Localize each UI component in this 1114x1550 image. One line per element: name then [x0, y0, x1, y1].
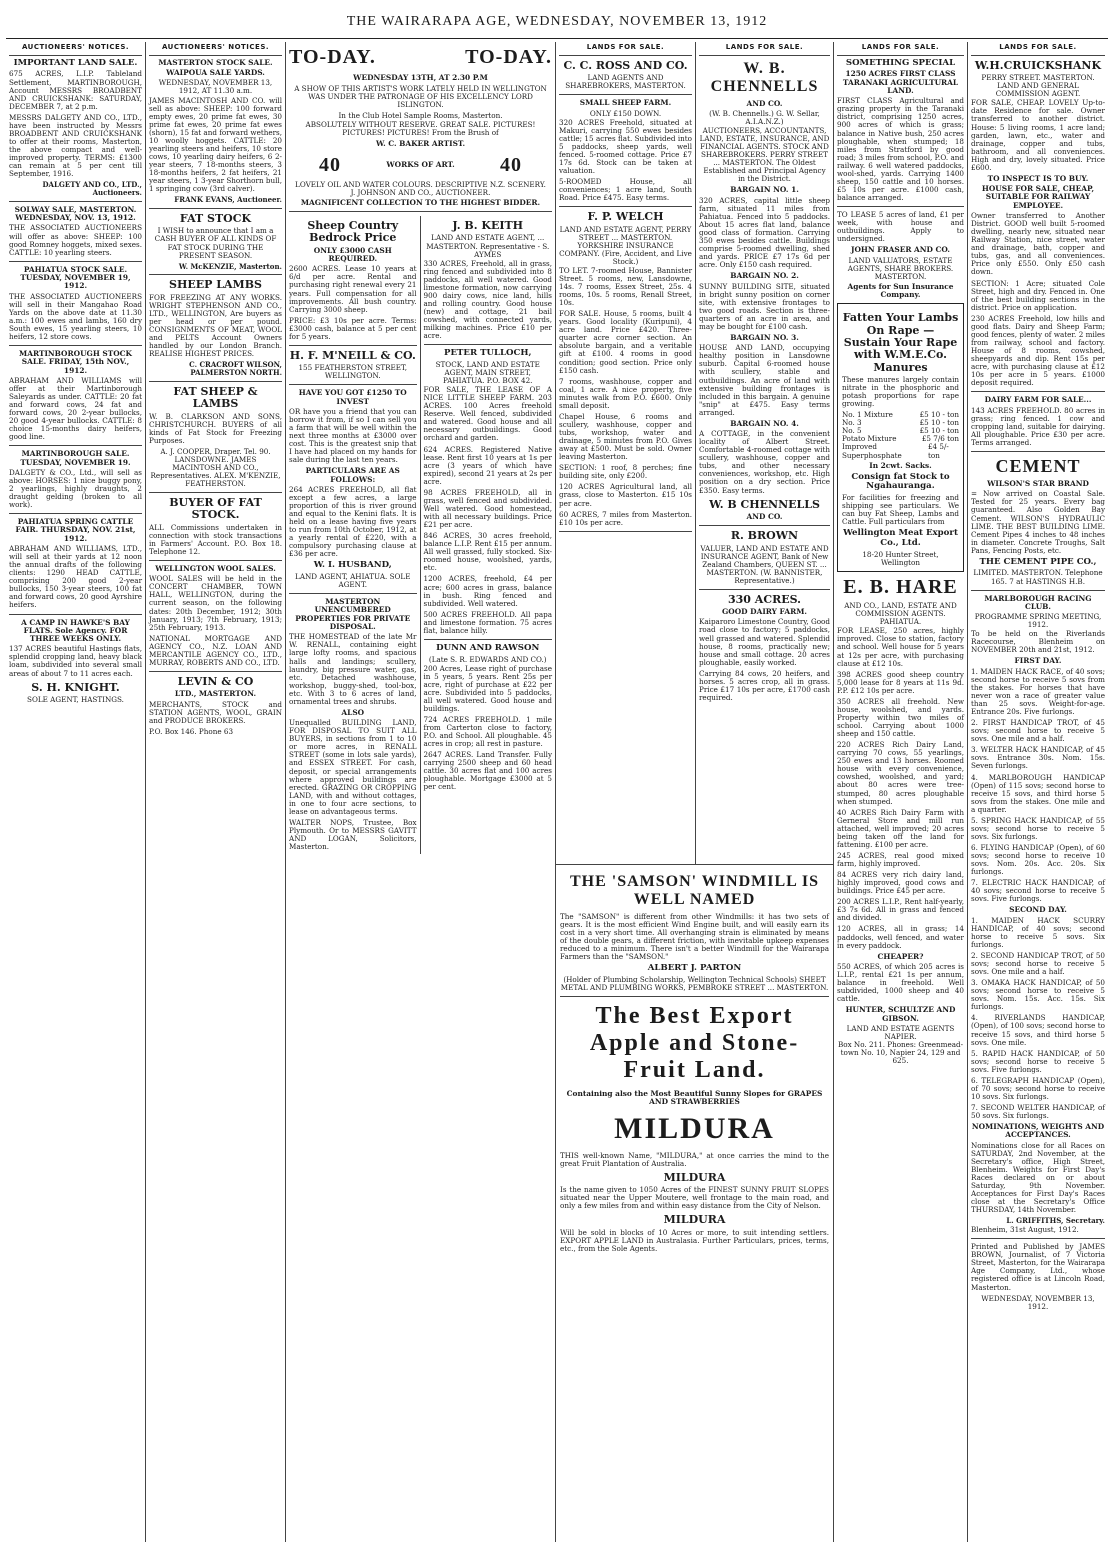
race-item: 7. SECOND WELTER HANDICAP, of 50 sovs. Six furlongs. — [971, 1103, 1105, 1121]
ad-title: R. BROWN — [730, 529, 799, 543]
divider — [149, 671, 282, 672]
price-value: £5 7/6 ton — [921, 434, 959, 444]
ad-title: F. P. WELCH — [587, 210, 664, 224]
ad-text: 120 ACRES, all in grass; 14 paddocks, well fenced, and water in every paddock. — [837, 924, 964, 950]
windmill-mildura-block — [556, 864, 834, 1542]
divider — [971, 1238, 1105, 1239]
race-item: 5. SPRING HACK HANDICAP, of 55 sovs; second horse to receive 5 sovs. Six furlongs. — [971, 815, 1105, 841]
divider — [837, 206, 964, 207]
ad-title: MASTERTON UNENCUMBERED PROPERTIES FOR PRIVATE DISPOSAL. — [295, 597, 411, 632]
ad-text: THE HOMESTEAD of the late Mr W. RENALL, containing eight large lofty rooms, and spacious halls and landings; scullery, laundry, big pressure water, gas, etc. Detached washhouse, workshop, buggy-shed, tool-box, etc. With 3 to 6 acres of land, ornamental trees and shrubs. — [289, 632, 417, 706]
column-header: LANDS FOR SALE. — [699, 42, 830, 56]
ad-title: DAIRY FARM FOR SALE... — [984, 395, 1092, 405]
ad-text: Kaiparoro Limestone Country, Good road close to factory; 5 paddocks, well grassed and watered. Splendid house, 8 rooms, practically new; house and small cottage. 20 acres ploughable, easily worked. — [699, 617, 830, 667]
ad-text: FOR SALE, CHEAP. LOVELY Up-to-date Residence for sale. Owner transferred to another district. House: 5 living rooms, 1 acre land; garden, lawn, etc., water and drainage, copper and tubs, bathroom, and all conveniences. High and dry, lovely situated. Price £600. — [971, 98, 1105, 172]
ad-text: Is the name given to 1050 Acres of the FINEST SUNNY FRUIT SLOPES situated near the Upper Moutere, well frontage to the main road, and only a few miles from and within easy distance from the City of Nelson. — [560, 1185, 829, 1211]
divider — [424, 344, 553, 345]
ad-text: 2600 ACRES. Lease 10 years at 6/d per acre. Rental and purchasing right renewal every 21 years. Full compensation for all improvements. All bush country. Carrying 3000 sheep. — [289, 264, 417, 314]
ad-title: BARGAIN NO. 4. — [730, 418, 799, 428]
ad-text: 264 ACRES FREEHOLD, all flat except a few acres, a large proportion of this is river ground and equal to the Kenini flats. It is held on a lease having five years to run from 10th October, 1912, at a yearly rental of £220, with a compulsory purchasing clause at £36 per acre. — [289, 484, 417, 559]
ad-title: H. F. M'NEILL & CO. — [289, 348, 416, 362]
column-7 — [968, 42, 1108, 1542]
ad-subtitle: NOMINATIONS, WEIGHTS AND ACCEPTANCES. — [971, 1122, 1105, 1140]
divider — [559, 206, 692, 207]
ad-text: These manures largely contain nitrate in the phosphoric and potash proportions for rape growing. — [842, 374, 959, 409]
ad-title: THE CEMENT PIPE CO., — [979, 556, 1097, 567]
ad-subtitle: LAND AGENTS AND SHAREBROKERS, MASTERTON. — [565, 73, 686, 91]
ad-title: MILDURA — [663, 1213, 726, 1227]
ad-text: WOOL SALES will be held in the CONCERT CHAMBER, TOWN HALL, WELLINGTON, during the current season, on the following dates: 20th December, 1912; 30th January, 1913; 7th February, 1913; 25th February, 1913. — [149, 574, 282, 632]
divider — [699, 589, 830, 590]
price-item: No. 3 — [842, 418, 862, 428]
artist-name: W. C. BAKER ARTIST. — [375, 139, 466, 149]
ad-title: The Best Export Apple and Stone-Fruit Land. — [589, 1002, 800, 1083]
ad-text: 320 ACRES, capital little sheep farm, situated 11 miles from Pahiatua. Fenced into 5 paddocks. About 15 acres flat land, balance good class of formation. Carrying 350 ewes besides cattle. Buildings comprise 5-roomed dwelling, shed and yards. PRICE £7 17s 6d per acre. Only £150 cash required. — [699, 195, 830, 270]
ad-text: In the Club Hotel Sample Rooms, Masterton. — [338, 110, 503, 120]
ad-text: 5-ROOMED House, all conveniences; 1 acre land, South Road. Price £475. Easy terms. — [559, 177, 692, 203]
column-header: AUCTIONEERS' NOTICES. — [149, 42, 282, 56]
divider — [971, 451, 1105, 452]
ad-signature: W. I. HUSBAND, — [313, 560, 392, 571]
ad-text: Chapel House, 6 rooms and scullery, washhouse, copper and tubs, workshop, water and drainage, 5 minutes from P.O. Gives away at £500. Must be sold. Owner leaving Masterton. — [559, 411, 692, 462]
price-row — [842, 443, 959, 459]
ad-text: To be held on the Riverlands Racecourse, Blenheim on NOVEMBER 20th and 21st, 1912. — [971, 629, 1105, 655]
race-item: 4. RIVERLANDS HANDICAP, (Open), of 100 sovs; second horse to receive 15 sovs, and third horse 5 sovs. One mile. — [971, 1013, 1105, 1047]
race-item: 3. OMAKA HACK HANDICAP, of 50 sovs; second horse to receive 5 sovs. Nom. 15s. Acc. 15s. Six furlongs. — [971, 978, 1105, 1012]
ad-text: 398 ACRES good sheep country 5,000 lease for 8 years at 11s 9d. P.P. £12 10s per acre. — [837, 669, 964, 695]
ad-signature: ALBERT J. PARTON — [647, 963, 742, 974]
ad-title: FAT SHEEP & LAMBS — [173, 384, 258, 411]
ad-title: SMALL SHEEP FARM. — [579, 98, 672, 108]
ad-text: SUNNY BUILDING SITE, situated in bright sunny position on corner site, with extensive frontages to two good roads. Section is three-quarters of an acre in area, and may be bought for £100 cash. — [699, 281, 830, 331]
ad-text: TO LEASE 5 acres of land, £1 per week, with house and outbuildings. Apply to undersigned. — [837, 210, 964, 244]
ad-title: Fatten Your Lambs On Rape — Sustain Your Rape with W.M.E.Co. Manures — [842, 311, 959, 374]
ad-text: A SHOW OF THIS ARTIST'S WORK LATELY HELD IN WELLINGTON WAS UNDER THE PATRONAGE OF HIS EXCELLENCY LORD ISLINGTON. — [294, 83, 547, 109]
ad-subtitle: PARTICULARS ARE AS FOLLOWS: — [305, 466, 400, 484]
ad-text: PRICE: £3 10s per acre. Terms: £3000 cash, balance at 5 per cent for 5 years. — [289, 315, 417, 341]
ad-address: 155 FEATHERSTON STREET, WELLINGTON. — [298, 363, 408, 381]
divider — [289, 384, 417, 385]
column-6 — [834, 42, 968, 1542]
ad-subtitle: ALSO — [341, 707, 365, 717]
ad-text: DALGETY & CO., Ltd., will sell as above: HORSES: 1 nice buggy pony, 2 yearlings, highly draughts, 2 draught gelding (broken to all work). — [9, 467, 142, 510]
ad-signature: FRANK EVANS, Auctioneer. — [174, 195, 282, 205]
price-value: £5 10 - ton — [919, 418, 959, 428]
divider — [971, 391, 1105, 392]
ad-title: HOUSE FOR SALE, CHEAP, SUITABLE FOR RAILWAY EMPLOYEE. — [981, 184, 1095, 210]
divider — [9, 513, 142, 514]
ad-text: 350 ACRES all freehold. New house, woolshed, and yards. Property within two miles of school. Carrying about 1000 sheep and 150 cattle. — [837, 696, 964, 739]
ad-title: MILDURA — [663, 1170, 726, 1184]
ad-subtitle: GOOD DAIRY FARM. — [722, 607, 807, 617]
ad-subtitle: LAND AND ESTATE AGENT, ... MASTERTON. Representative - S. AYMES — [426, 233, 550, 259]
ad-title: BARGAIN NO. 2. — [730, 271, 799, 281]
ad-text: 330 ACRES, Freehold, all in grass, ring fenced and subdivided into 8 paddocks, all well watered. Good limestone formation, now carrying 900 dairy cows, nice land, hills and rolling country. Good house (new) and cottage, 21 bail cowshed, with connected yards, milking machines. Price £10 per acre. — [423, 258, 552, 341]
manure-ad-box — [837, 303, 964, 571]
race-item: 7. ELECTRIC HACK HANDICAP, of 40 sovs; second horse to receive 5 sovs. Five furlongs. — [971, 878, 1105, 904]
ad-text: 200 Acres, Lease right of purchase in 5 years, 5 years. Rent 25s per acre, right of purchase at £22 per acre. Subdivided into 5 paddocks, all well watered. Good house and buildings. — [423, 663, 552, 713]
ad-title: C. C. ROSS AND CO. — [563, 58, 688, 72]
ad-text: J. JOHNSON AND CO., AUCTIONEER. — [350, 187, 491, 197]
subcolumn-left — [289, 216, 421, 854]
ad-text: 40 ACRES Rich Dairy Farm with Gerneral Store and mill run attached, well improved; 20 acres being taken off the land for fattening. £100 per acre. — [837, 807, 964, 849]
ad-text: 143 ACRES FREEHOLD. 80 acres in grass; ring fenced. 1 cow and cropping land, suitable for dairying. All ploughable. Price £30 per acre. Terms arranged. — [971, 405, 1105, 447]
works-label: WORKS OF ART. — [386, 160, 455, 170]
ad-text: ABSOLUTELY WITHOUT RESERVE. GREAT SALE. PICTURES! PICTURES! PICTURES! From the Brush of — [305, 119, 536, 137]
ad-text: For facilities for freezing and shipping see particulars. We can buy Fat Sheep, Lambs and Cattle. Full particulars from — [842, 493, 959, 527]
ad-text: 2647 ACRES. Land Transfer. Fully carrying 2500 sheep and 60 head cattle. 30 acres flat and 100 acres ploughable. Mortgage £3000 at 5 per cent. — [423, 750, 552, 792]
ad-text: 230 ACRES Freehold, low hills and good flats. Dairy and Sheep Farm; good fences, plenty of water. 2 miles from railway, school and factory. House of 8 rooms, cowshed, sheepyards and dip. Rent 15s per acre, with purchasing clause at £12 10s per acre in 5 years. £1000 deposit required. — [971, 313, 1105, 388]
ad-subtitle: AND CO., LAND, ESTATE AND COMMISSION AGENTS. PAHIATUA. — [844, 601, 957, 627]
ad-text: 60 ACRES, 7 miles from Masterton. £10 10s per acre. — [559, 509, 692, 527]
divider — [9, 201, 142, 202]
today-banner — [289, 42, 552, 72]
ad-text: ABRAHAM AND WILLIAMS, LTD., will sell at their yards at 12 noon the annual drafts of the following clients: 1290 HEAD CATTLE, comprising 200 good 2-year bullocks, 150 3-year steers, 100 fat and forward cows, 20 good Ayrshire heifers. — [9, 544, 142, 610]
ad-footer: P.O. Box 146. Phone 63 — [149, 726, 234, 736]
column-3 — [286, 42, 556, 1542]
ad-signature: L. GRIFFITHS, Secretary. — [1006, 1216, 1105, 1226]
ad-subtitle: VALUER, LAND AND ESTATE AND INSURANCE AGENT, Bank of New Zealand Chambers, QUEEN ST. ... MASTERTON. (W. BANNISTER, Representative.) — [700, 543, 829, 585]
subcolumn-right — [421, 216, 553, 854]
today-label: TO-DAY. — [289, 46, 376, 68]
ad-text: LOVELY OIL AND WATER COLOURS. DESCRIPTIVE N.Z. SCENERY. — [295, 179, 546, 189]
ad-text: Nominations close for all Races on SATURDAY, 2nd November, at the Secretary's office, High Street, Blenheim. Weights for First Day's Races declared on or about Saturday, 9th November. Acceptances for First Day's Races close at the Secretary's Office THURSDAY, 14th November. — [971, 1140, 1105, 1215]
ad-title: MARTINBOROUGH SALE. TUESDAY, NOVEMBER 19. — [20, 449, 131, 467]
ad-text: W. B. CLARKSON AND SONS, CHRISTCHURCH. BUYERS of all kinds of Fat Stock for Freezing Purposes. — [149, 411, 282, 445]
ad-text: Will be sold in blocks of 10 Acres or more, to suit intending settlers. EXPORT APPLE LAND in Australasia. Further Particulars, prices, terms, etc., from the Sole Agents. — [560, 1227, 829, 1253]
ad-text: Owner transferred to Another District. GOOD well built 5-roomed dwelling, nearly new, situated near Railway Station, nice street, water and drainage, bath, copper and tubs, gas, and all conveniences. Price only £550. Only £50 cash down. — [971, 211, 1105, 277]
divider — [149, 560, 282, 561]
divider — [699, 525, 830, 526]
ad-title: FAT STOCK — [179, 212, 252, 226]
ad-signature: SOLE AGENT, HASTINGS. — [27, 694, 124, 704]
ad-text: ABRAHAM AND WILLIAMS will offer at their Martinborough Saleyards as under. CATTLE: 20 fat and forward cows, 24 fat and forward cows, 20 2-year bullocks, 20 good 4-year bullocks. CATTLE: 8 choice 15-months dairy heifers, good line. — [9, 375, 142, 442]
ad-signature: HUNTER, SCHULTZE AND GIBSON. — [845, 1005, 956, 1023]
ad-text: FOR SALE. House, 5 rooms, built 4 years. Good locality (Kuripuni), 4 acre land. Price £420. Three-quarter acre corner section. An absolute bargain, and a veritable gift at £100. 4 rooms in good condition; good section. Price only £150 cash. — [559, 309, 692, 375]
divider — [149, 492, 282, 493]
ad-text: 120 ACRES Agricultural land, all grass, close to Masterton. £15 10s per acre. — [559, 482, 692, 508]
imprint: Printed and Published by JAMES BROWN, Journalist, of 7 Victoria Street, Masterton, for the Wairarapa Age Company, Ltd., whose registered office is at Lincoln Road, Masterton. — [971, 1242, 1105, 1292]
race-item: 2. FIRST HANDICAP TROT, of 45 sovs; second horse to receive 5 sovs. One mile and a half. — [971, 718, 1105, 744]
divider — [289, 211, 552, 212]
ad-subtitle: LIMITED. MASTERTON. Telephone 165. 7 at HASTINGS H.B. — [973, 568, 1103, 586]
ad-title: PAHIATUA STOCK SALE. TUESDAY, NOVEMBER 19, 1912. — [20, 264, 131, 291]
ad-text: MESSRS DALGETY AND CO., LTD., have been instructed by Messrs BROADBENT AND CRUICKSHANK to offer at their rooms, Masterton, the above compact and well-improved property. TERMS: £1300 can remain at 5 per cent till September, 1916. — [9, 112, 142, 179]
race-item: 4. MARLBOROUGH HANDICAP (Open) of 115 sovs; second horse to receive 15 sovs, and third horse 5 sovs from the stakes. One mile and a quarter. — [971, 772, 1105, 814]
ad-title: A CAMP IN HAWKE'S BAY FLATS. Sole Agency. FOR THREE WEEKS ONLY. — [21, 617, 130, 644]
divider — [560, 996, 829, 997]
ad-text: OR have you a friend that you can borrow it from, if so I can sell you a farm that will be well within the next three months at £3000 over cost. This is the greatest snip that I have had placed on my hands for sale during the last ten years. — [289, 406, 417, 465]
ad-title: BARGAIN NO. 3. — [730, 332, 799, 342]
ad-title: MARLBOROUGH RACING CLUB. — [984, 593, 1092, 611]
ad-title: CHEAPER? — [877, 951, 924, 961]
sale-date: WEDNESDAY 13TH, AT 2.30 P.M — [353, 73, 488, 83]
ad-signature: WALTER NOPS, Trustee, Box Plymouth. Or to MESSRS GAVITT AND LOGAN, Solicitors, Masterton. — [289, 817, 417, 852]
race-item: 5. RAPID HACK HANDICAP, of 50 sovs; second horse to receive 5 sovs. Five furlongs. — [971, 1048, 1105, 1074]
divider — [149, 381, 282, 382]
two-subcolumns — [289, 216, 552, 854]
ad-title: SOLWAY SALE, MASTERTON. WEDNESDAY, NOV. 13, 1912. — [14, 204, 137, 223]
ad-text: 245 ACRES, real good mixed farm, highly improved. — [837, 850, 964, 868]
ad-title: W. B. CHENNELLS — [710, 59, 819, 95]
newspaper-page — [6, 4, 1108, 1546]
ad-subtitle: LTD., MASTERTON. — [174, 689, 257, 699]
ad-subtitle: 1250 ACRES FIRST CLASS TARANAKI AGRICULTURAL LAND. — [842, 69, 959, 96]
ad-subtitle: (Late S. R. EDWARDS AND CO.) — [428, 654, 547, 664]
ad-text: 98 ACRES FREEHOLD, all in grass, well fenced and subdivided. Well watered. Good homestead, with all necessary buildings. Price £21 per acre. — [423, 487, 552, 530]
ad-text: The "SAMSON" is different from other Windmills: it has two sets of gears. It is the most efficient Wind Engine built, and will easily earn its cost in a very short time. All overhanging strain is eliminated by means of the double gears, a different friction, with inevitable upkeep expenses reduced to a minimum. There isn't a better Windmill for the Wairarapa Farmers than the "SAMSON." — [560, 911, 829, 962]
ad-text: 7 rooms, washhouse, copper and coal, 1 acre. A nice property, five minutes walk from P.O. £600. Only small deposit. — [559, 376, 692, 410]
ad-signature: LAND AGENT, AHIATUA. SOLE AGENT. — [295, 572, 411, 590]
divider — [149, 274, 282, 275]
ad-subtitle: AND CO. — [746, 98, 783, 108]
price-value: £4 5/- ton — [927, 442, 949, 460]
divider — [971, 590, 1105, 591]
ad-text: SECTION: 1 roof, 8 perches; fine building site, only £200. — [559, 463, 692, 481]
ad-title: BUYER OF FAT STOCK. — [169, 496, 262, 522]
ad-text: 1200 ACRES, freehold, £4 per acre; 600 acres in grass, balance in bush. Ring fenced and subdivided. Well watered. — [423, 574, 552, 608]
ad-text: 550 ACRES, of which 205 acres is L.I.P., rental £21 1s per annum, balance in freehold. Well subdivided, 1000 sheep and 40 cattle. — [837, 961, 964, 1004]
ad-text: = Now arrived on Coastal Sale. Tested for 25 years. Every bag guaranteed. Also Golden Bay Cement. WILSON'S HYDRAULIC LIME. THE BEST BUILDING LIME. Cement Pipes 4 inches to 48 inches in diameter. Concrete Troughs, Salt Pans, Fencing Posts, etc. — [971, 489, 1105, 555]
race-item: 6. TELEGRAPH HANDICAP (Open), of 70 sovs; second horse to receive 10 sovs. Six furlongs. — [971, 1075, 1105, 1101]
ad-subtitle: ONLY £150 DOWN. — [589, 108, 662, 118]
masthead-title: THE WAIRARAPA AGE, WEDNESDAY, NOVEMBER 13, 1912 — [346, 14, 768, 29]
ad-subtitle: FIRST DAY. — [1014, 656, 1062, 666]
ad-signature: AND CO. — [746, 511, 783, 521]
ad-text: THE ASSOCIATED AUCTIONEERS will sell in their Mangahao Road Yards on the above date at 11.30 a.m.: 100 ewes and lambs, 160 dry South ewes, 15 yearling steers, 10 heifers, 12 store cows. — [9, 291, 142, 341]
ad-title: MILDURA — [614, 1112, 775, 1146]
today-label: TO-DAY. — [465, 46, 552, 68]
ad-title: HAVE YOU GOT £1250 TO INVEST — [298, 388, 407, 406]
ad-title: DUNN AND RAWSON — [436, 642, 540, 653]
ad-signature: A. J. COOPER, Draper. Tel. 90. LANSDOWNE. JAMES MACINTOSH AND CO., Representatives. ALEX. M'KENZIE, FEATHERSTON. — [150, 446, 281, 489]
ad-text: FOR FREEZING AT ANY WORKS. WRIGHT STEPHENSON AND CO., LTD., WELLINGTON, Are buyers as per head or per pound. CONSIGNMENTS OF MEAT, WOOL and PELTS Account Owners handled by our London Branch. REALISE HIGHEST PRICES. — [149, 292, 282, 359]
race-item: 3. WELTER HACK HANDICAP, of 45 sovs. Entrance 30s. Nom. 15s. Seven furlongs. — [971, 745, 1105, 771]
divider — [9, 445, 142, 446]
ad-text: MAGNIFICENT COLLECTION TO THE HIGHEST BIDDER. — [300, 197, 541, 207]
ad-signature: C. CRACROFT WILSON, PALMERSTON NORTH. — [189, 360, 282, 378]
ad-title: 330 ACRES. — [728, 592, 801, 606]
ad-title: SHEEP LAMBS — [169, 278, 262, 292]
ad-text: 675 ACRES, L.I.P. Tableland Settlement, MARTINBOROUGH, Account MESSRS BROADBENT AND CRUICKSHANK: SATURDAY, DECEMBER 7, at 2 p.m. — [9, 69, 142, 111]
price-value: £5 10 - ton — [919, 410, 959, 420]
ad-signature: W. McKENZIE, Masterton. — [178, 261, 282, 271]
column-1 — [6, 42, 146, 1542]
ad-subtitle: LAND AND ESTATE AGENT, PERRY STREET ... MASTERTON. YORKSHIRE INSURANCE COMPANY. (Fire, Accident, and Live Stock.) — [559, 224, 692, 266]
divider — [289, 593, 417, 594]
ad-text: 220 ACRES Rich Dairy Land, carrying 70 cows, 55 yearlings, 250 ewes and 13 horses. Roomed house with every convenience, cowshed, woolshed, and yard; about 80 acres were tree-stumped, 80 acres ploughable when stumped. — [837, 740, 964, 806]
ad-title: J. B. KEITH — [452, 219, 524, 233]
ad-signature: DALGETY AND CO., LTD., Auctioneers. — [42, 180, 142, 198]
price-item: Potato Mixture — [842, 434, 897, 444]
divider — [9, 614, 142, 615]
ad-subtitle: WILSON'S STAR BRAND — [987, 479, 1089, 489]
ad-title: PAHIATUA SPRING CATTLE FAIR. THURSDAY, NOV. 21st, 1912. — [15, 517, 136, 543]
ad-text: FOR LEASE, 250 acres, highly improved. Close to station, factory and school. Well house for 5 years at 12s per acre, with purchasing clause at £12 10s. — [837, 626, 964, 668]
works-number: 40 — [319, 154, 341, 177]
ad-text: AUCTIONEERS, ACCOUNTANTS, LAND, ESTATE, INSURANCE, AND FINANCIAL AGENTS. STOCK AND SHAREBROKERS. PERRY STREET ... MASTERTON. The Oldest Established and Principal Agency in the District. — [699, 126, 830, 184]
ad-text: HOUSE AND LAND, occupying healthy position in Lansdowne suburb. Capital 6-roomed house with scullery, stable and outbuildings. An acre of land with extensive building frontages is included in this bargain. A genuine "snip" at £475. Easy terms arranged. — [699, 343, 830, 417]
ad-text: Unequalled BUILDING LAND, FOR DISPOSAL TO SUIT ALL BUYERS, in sections from 1 to 10 or more acres, in RENALL STREET (some in lots sale yards), and ESSEX STREET. For cash, deposit, or special arrangements where approved buildings are erected. GRAZING OR CROPPING LAND, with and without cottages, in one to four acre sections, to lease on advantageous terms. — [289, 718, 417, 816]
race-item: 1. MAIDEN HACK RACE, of 40 sovs; second horse to receive 5 sovs from the stakes. For horses that have never won a race of greater value than 25 sovs. Weight-for-age. Entrance 20s. Five furlongs. — [971, 666, 1105, 717]
ad-text: THE ASSOCIATED AUCTIONEERS will offer as above: SHEEP: 100 good Romney hoggets, mixed sexes. CATTLE: 10 yearling steers. — [9, 223, 142, 257]
ad-signature: LAND AND ESTATE AGENTS NAPIER. — [846, 1023, 955, 1041]
ad-text: JAMES MACINTOSH AND CO. will sell as above: SHEEP: 100 forward empty ewes, 20 prime fat ewes, 30 prime fat ewes, 20 prime fat ewes (shorn), 15 fat and forward wethers, 10 woolly hoggets. CATTLE: 20 yearling steers and heifers, 10 store cows, 10 yearling dairy heifers, 6 2-year steers, 7 18-months steers, 3 18-months heifers, 2 fat heifers, 21 year steers, 1 3-year Shorthorn bull, 1 springing cow (3rd calver). — [149, 95, 283, 194]
divider — [559, 94, 692, 95]
column-header: AUCTIONEERS' NOTICES. — [9, 42, 142, 56]
column-header: LANDS FOR SALE. — [837, 42, 964, 56]
ad-text: Blenheim, 31st August, 1912. — [971, 1225, 1079, 1235]
ad-signature: NATIONAL MORTGAGE AND AGENCY CO., N.Z. LOAN AND MERCANTILE AGENCY CO., LTD., MURRAY, ROBERTS AND CO., LTD. — [149, 633, 282, 667]
divider — [559, 531, 692, 532]
ad-title: SOMETHING SPECIAL — [845, 57, 956, 68]
ad-text: ALL Commissions undertaken in connection with stock transactions in Farmers' Account. P.O. Box 18. Telephone 12. — [149, 522, 282, 556]
ad-title: BARGAIN NO. 1. — [730, 185, 799, 195]
race-item: 1. MAIDEN HACK SCURRY HANDICAP, of 40 sovs; second horse to receive 5 sovs. Six furlongs. — [971, 915, 1105, 949]
ad-subtitle: PROGRAMME SPRING MEETING, 1912. — [974, 612, 1102, 630]
price-item: No. 1 Mixture — [842, 410, 893, 420]
ad-subtitle: (W. B. Chennells.) G. W. Sellar, A.I.A.N.Z.) — [709, 108, 820, 126]
column-header: LANDS FOR SALE. — [971, 42, 1105, 56]
ad-title: E. B. HARE — [843, 575, 958, 598]
ad-text: 724 ACRES FREEHOLD. 1 mile from Carterton close to factory, P.O. and School. All ploughable. 45 acres in crop; all rest in pasture. — [423, 714, 552, 749]
divider — [9, 345, 142, 346]
ad-subtitle: ONLY £3000 CASH REQUIRED. — [313, 245, 392, 264]
ad-subtitle: WAIPOUA SALE YARDS. — [166, 68, 265, 78]
ad-text: 200 ACRES L.I.P., Rent half-yearly, £3 7s 6d. All in grass and fenced and divided. — [837, 897, 964, 923]
ad-text: Carrying 84 cows, 20 heifers, and horses. 5 acres crop, all in grass. Price £17 10s per acre, £1700 cash required. — [699, 668, 830, 702]
works-count — [289, 150, 552, 180]
ad-signature-large: S. H. KNIGHT. — [31, 680, 120, 694]
price-value: £5 10 - ton — [919, 426, 959, 436]
ad-text: 624 ACRES. Registered Native lease. Rent first 10 years at 1s per acre (3 years of which have expired), second 21 years at 2s per acre. — [423, 444, 552, 486]
ad-text: 84 ACRES very rich dairy land, highly improved, good cows and buildings. Price £45 per acre. — [837, 870, 964, 896]
ad-text: FOR SALE, THE LEASE OF A NICE LITTLE SHEEP FARM. 203 ACRES. 100 Acres freehold Reserve. Well fenced, subdivided and watered. Good house and all necessary outbuildings. Good orchard and garden. — [423, 385, 552, 443]
ad-title: Sheep Country Bedrock Price — [307, 219, 399, 245]
price-item: No. 5 — [842, 426, 862, 436]
ad-subtitle: LAND VALUATORS, ESTATE AGENTS, SHARE BROKERS. MASTERTON. — [847, 255, 954, 281]
ad-text: 846 ACRES, 30 acres freehold, balance L.I.P. Rent £15 per annum. All well grassed, fully stocked. Six-roomed house, woolshed, yards, etc. — [423, 531, 552, 573]
ad-subtitle: STOCK, LAND AND ESTATE AGENT, MAIN STREET, PAHIATUA. P.O. BOX 42. — [435, 359, 540, 385]
ad-title: CEMENT — [995, 455, 1081, 476]
divider — [9, 261, 142, 262]
race-item: 2. SECOND HANDICAP TROT, of 50 sovs; second horse to receive 5 sovs. One mile and a half. — [971, 950, 1105, 977]
price-item: Improved Superphosphate — [842, 442, 902, 460]
ad-date: WEDNESDAY, NOVEMBER 13, 1912, AT 11.30 a.m. — [158, 78, 273, 96]
divider — [424, 639, 553, 640]
ad-title: Wellington Meat Export Co., Ltd. — [843, 528, 958, 548]
ad-text: SECTION: 1 Acre; situated Cole Street, high and dry. Fenced in. One of the best building sections in the district. Price on application. — [971, 278, 1105, 312]
ad-subtitle: (Holder of Plumbing Scholarship, Wellington Technical Schools) SHEET METAL AND PLUMBING WORKS, PEMBROKE STREET ... MASTERTON. — [560, 974, 829, 992]
ad-signature: W. B CHENNELLS — [709, 497, 820, 511]
ad-text: FIRST CLASS Agricultural and grazing property in the Taranaki district, comprising 1250 acres, 900 acres of which is grass; balance in Native bush, 250 acres ploughable, when stumped; 18 miles from Stratford by good road; 3 miles from school, P.O. and railway. 6 well watered paddocks, wool-shed, yards. Carrying 1400 sheep, 150 cattle and 10 horses. £5 10s per acre. £1000 cash, balance arranged. — [837, 96, 964, 203]
ad-subtitle: Containing also the Most Beautiful Sunny Slopes for GRAPES AND STRAWBERRIES — [566, 1088, 823, 1106]
column-header: LANDS FOR SALE. — [559, 42, 692, 56]
ad-text: MERCHANTS, STOCK and STATION AGENTS, WOOL, GRAIN and PRODUCE BROKERS. — [149, 699, 282, 725]
ad-text: 137 ACRES beautiful Hastings flats, splendid cropping land, heavy black loam, subdivided into several small areas of about 7 to 11 acres each. — [9, 644, 142, 678]
ad-text: 500 ACRES FREEHOLD. All papa and limestone formation. 75 acres flat, balance hilly. — [423, 609, 552, 635]
masthead — [6, 4, 1108, 39]
imprint-date: WEDNESDAY, NOVEMBER 13, 1912. — [981, 1293, 1095, 1311]
ad-text: I WISH to announce that I am a CASH BUYER OF ALL KINDS OF FAT STOCK DURING THE PRESENT SEASON. — [154, 226, 277, 260]
divider — [289, 345, 417, 346]
ad-subtitle: TO INSPECT IS TO BUY. — [987, 173, 1089, 183]
ad-subtitle: SECOND DAY. — [1009, 905, 1067, 915]
ad-title: W.H.CRUICKSHANK — [974, 58, 1102, 72]
divider — [149, 208, 282, 209]
ad-title: MASTERTON STOCK SALE. — [158, 57, 273, 67]
ad-title: PETER TULLOCH, — [443, 348, 532, 359]
ad-address: 18-20 Hunter Street, Wellington — [862, 549, 939, 567]
ad-title: LEVIN & CO — [177, 674, 254, 688]
ad-footer: Box No. 211. Phones: Greenmead-town No. 10, Napier 24, 129 and 625. — [837, 1039, 964, 1066]
column-2 — [146, 42, 286, 1542]
ad-title: Consign fat Stock to Ngahauranga. — [851, 471, 950, 492]
works-number: 40 — [500, 154, 522, 177]
ad-subtitle: In 2cwt. Sacks. — [869, 460, 932, 470]
ad-title: THE 'SAMSON' WINDMILL IS WELL NAMED — [569, 873, 820, 908]
ad-text: A COTTAGE, in the convenient locality of Albert Street. Comfortable 4-roomed cottage with scullery, washhouse, copper and tubs, and other necessary conveniences, workshop, etc. High position on a dry section. Price £350. Easy terms. — [699, 429, 830, 495]
ad-title: WELLINGTON WOOL SALES. — [155, 564, 276, 574]
race-item: 6. FLYING HANDICAP (Open), of 60 sovs; second horse to receive 10 sovs. Nom. 20s. Acc. 20s. Six furlongs. — [971, 843, 1105, 877]
ad-text: THIS well-known Name, "MILDURA," at once carries the mind to the great Fruit Plantation of Australia. — [560, 1150, 829, 1168]
ad-text: TO LET. 7-roomed House, Bannister Street. 5 rooms, new, Lansdowne, 14s. 7 rooms, Essex Street, 25s. 4 rooms, 10s. 5 rooms, Renall Street, 10s. — [559, 265, 692, 308]
ad-title: MARTINBOROUGH STOCK SALE. FRIDAY, 15th NOV., 1912. — [19, 348, 132, 375]
ad-text: 320 ACRES Freehold, situated at Makuri, carrying 550 ewes besides cattle; 15 acres flat. Subdivided into 5 paddocks, sheep yards, well fenced. 5-roomed cottage. Price £7 17s 6d. Stock can be taken at valuation. — [559, 117, 692, 175]
ad-subtitle: Agents for Sun Insurance Company. — [847, 281, 954, 300]
ad-title: IMPORTANT LAND SALE. — [13, 57, 138, 68]
ad-title: JOHN FRASER AND CO. — [851, 245, 950, 255]
ad-subtitle: PERRY STREET. MASTERTON. LAND AND GENERAL COMMISSION AGENT. — [981, 73, 1095, 99]
